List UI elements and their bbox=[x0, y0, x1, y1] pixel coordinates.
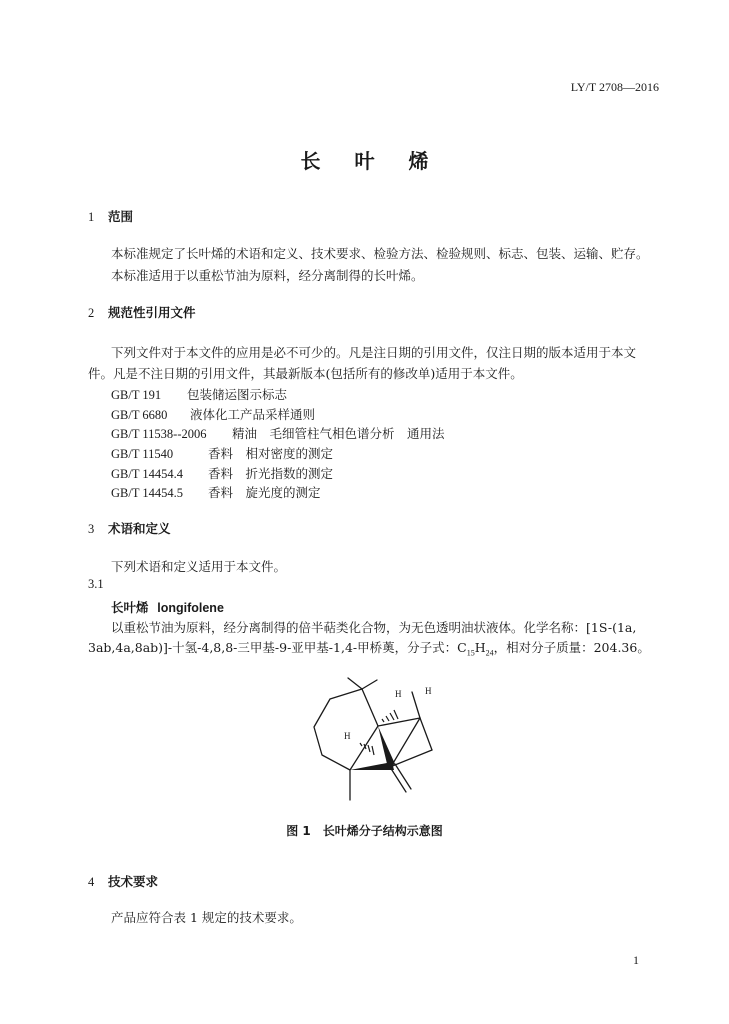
definition-text: 3ab,4a,8ab)]-十氢-4,8,8-三甲基-9-亚甲基-1,4-甲桥薁，分子式：C bbox=[88, 640, 467, 655]
subscript: 24 bbox=[485, 648, 494, 658]
term-chinese: 长叶烯 bbox=[111, 600, 149, 615]
paragraph: 本标准规定了长叶烯的术语和定义、技术要求、检验方法、检验规则、标志、包装、运输、贮存。 bbox=[111, 246, 649, 261]
bridge-bond bbox=[392, 718, 420, 765]
reference-code: GB/T 191 bbox=[111, 388, 162, 402]
paragraph: 产品应符合表 1 规定的技术要求。 bbox=[111, 910, 302, 925]
section-4-heading bbox=[88, 872, 158, 890]
reference-item bbox=[111, 464, 333, 482]
section-number: 1 bbox=[88, 210, 95, 224]
term-english: longifolene bbox=[157, 601, 224, 615]
reference-code: GB/T 11540 bbox=[111, 447, 174, 461]
document-title: 长叶烯 bbox=[300, 149, 463, 173]
reference-item bbox=[111, 444, 333, 462]
section-number: 4 bbox=[88, 875, 95, 889]
paragraph: 下列文件对于本文件的应用是必不可少的。凡是注日期的引用文件，仅注日期的版本适用于本文 bbox=[111, 345, 637, 360]
subscript: 15 bbox=[466, 648, 475, 658]
section-title: 技术要求 bbox=[108, 874, 159, 889]
reference-code: GB/T 14454.5 bbox=[111, 486, 183, 500]
methylene-double-bond bbox=[395, 764, 411, 789]
methyl-bond bbox=[348, 678, 362, 689]
seven-membered-ring bbox=[314, 689, 378, 770]
ring-bond bbox=[420, 718, 432, 750]
section-number: 3 bbox=[88, 522, 95, 536]
reference-title: 包装储运图示标志 bbox=[187, 387, 288, 402]
reference-title: 香料 旋光度的测定 bbox=[208, 485, 321, 500]
reference-item bbox=[111, 385, 287, 403]
reference-item bbox=[111, 405, 315, 423]
section-title: 规范性引用文件 bbox=[108, 305, 196, 320]
hydrogen-label: H bbox=[395, 689, 402, 699]
hashed-bond bbox=[382, 710, 398, 722]
reference-title: 香料 相对密度的测定 bbox=[208, 446, 334, 461]
bridge-bond bbox=[378, 718, 420, 726]
page-number: 1 bbox=[633, 953, 639, 967]
term-entry bbox=[111, 598, 224, 616]
section-title: 术语和定义 bbox=[108, 521, 171, 536]
hashed-bond bbox=[360, 743, 374, 755]
hydrogen-label: H bbox=[344, 731, 351, 741]
reference-code: GB/T 14454.4 bbox=[111, 467, 183, 481]
reference-code: GB/T 6680 bbox=[111, 408, 168, 422]
reference-code: GB/T 11538--2006 bbox=[111, 427, 207, 441]
standard-number: LY/T 2708—2016 bbox=[570, 80, 659, 94]
section-title: 范围 bbox=[108, 209, 134, 224]
reference-title: 香料 折光指数的测定 bbox=[208, 466, 334, 481]
reference-title: 精油 毛细管柱气相色谱分析 通用法 bbox=[232, 426, 445, 441]
figure-caption: 图 1 长叶烯分子结构示意图 bbox=[286, 824, 443, 838]
section-1-heading bbox=[88, 207, 133, 225]
paragraph: 下列术语和定义适用于本文件。 bbox=[111, 559, 287, 574]
definition-text: H bbox=[474, 640, 486, 655]
reference-title: 液体化工产品采样通则 bbox=[190, 407, 316, 422]
wedge-bond bbox=[378, 726, 395, 768]
section-number: 2 bbox=[88, 306, 95, 320]
methyl-bond bbox=[362, 680, 377, 689]
hydrogen-label: H bbox=[425, 686, 432, 696]
definition-line: 以重松节油为原料，经分离制得的倍半萜类化合物，为无色透明油状液体。化学名称：[1S-(1a, bbox=[111, 620, 637, 635]
definition-line bbox=[88, 638, 650, 658]
section-3-heading bbox=[88, 519, 171, 537]
reference-item bbox=[111, 483, 321, 501]
methylene-double-bond bbox=[390, 767, 406, 792]
subsection-number: 3.1 bbox=[88, 577, 104, 591]
h-bond bbox=[412, 692, 420, 718]
section-2-heading bbox=[88, 303, 196, 321]
reference-item bbox=[111, 424, 445, 442]
paragraph: 件。凡是不注日期的引用文件，其最新版本(包括所有的修改单)适用于本文件。 bbox=[88, 366, 523, 381]
definition-text: ，相对分子质量：204.36。 bbox=[493, 640, 650, 655]
molecular-structure-figure bbox=[300, 670, 470, 810]
paragraph: 本标准适用于以重松节油为原料，经分离制得的长叶烯。 bbox=[111, 268, 424, 283]
